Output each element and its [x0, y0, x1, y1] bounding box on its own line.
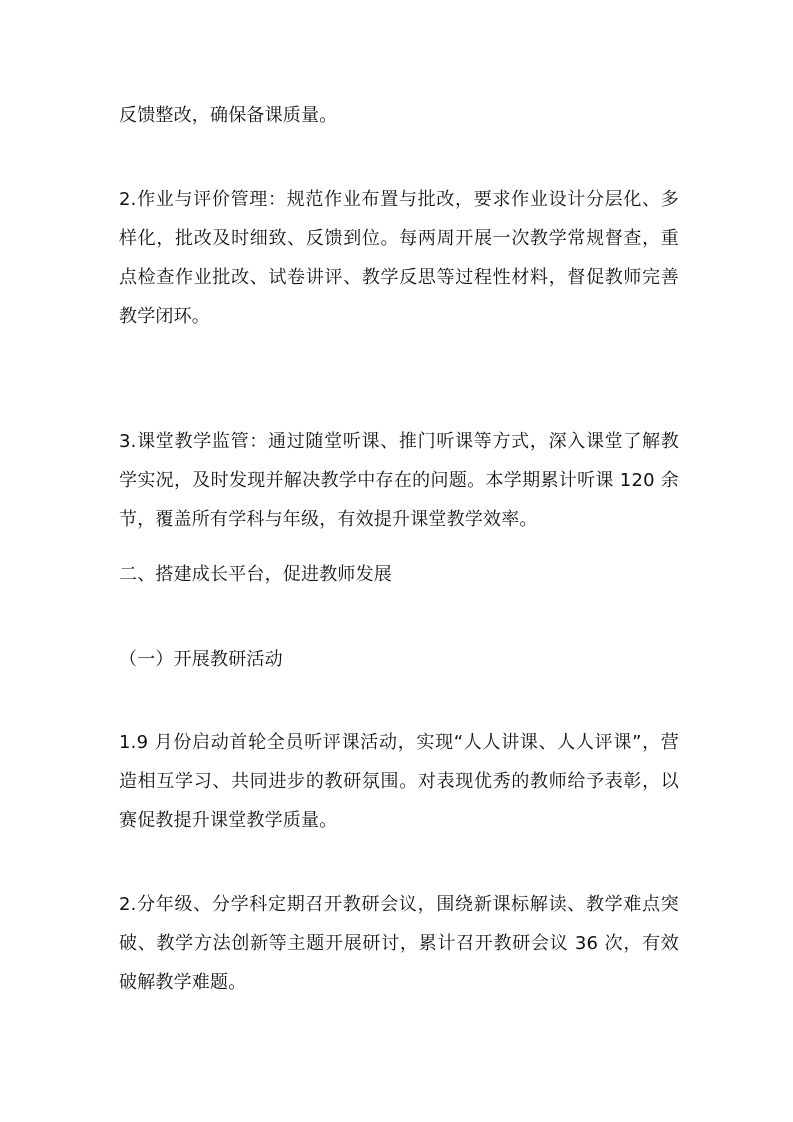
text-line: 3.课堂教学监管：通过随堂听课、推门听课等方式，深入课堂了解教: [119, 431, 679, 452]
paragraph-classroom-supervision: [119, 422, 679, 539]
text-line: 破解教学难题。: [119, 972, 247, 993]
paragraph-lesson-evaluation: [119, 723, 679, 840]
text-line: 节，覆盖所有学科与年级，有效提升课堂教学效率。: [119, 509, 538, 530]
text-line: 教学闭环。: [119, 306, 210, 327]
text-line: 1.9 月份启动首轮全员听评课活动，实现“人人讲课、人人评课”，营: [119, 732, 679, 753]
text-line: 造相互学习、共同进步的教研氛围。对表现优秀的教师给予表彰，以: [119, 771, 679, 792]
text-line: 2.作业与评价管理：规范作业布置与批改，要求作业设计分层化、多: [119, 189, 679, 210]
text-line: 样化，批改及时细致、反馈到位。每两周开展一次教学常规督查，重: [119, 228, 679, 249]
text-line: 2.分年级、分学科定期召开教研会议，围绕新课标解读、教学难点突: [119, 894, 679, 915]
paragraph-preparation-feedback: [119, 96, 679, 135]
text-line: 点检查作业批改、试卷讲评、教学反思等过程性材料，督促教师完善: [119, 267, 679, 288]
text-line: 破、教学方法创新等主题开展研讨，累计召开教研会议 36 次，有效: [119, 933, 679, 954]
text-line: 赛促教提升课堂教学质量。: [119, 810, 338, 831]
paragraph-homework-evaluation: [119, 180, 679, 336]
section-heading-teacher-development: [119, 555, 679, 594]
text-line: 二、搭建成长平台，促进教师发展: [119, 564, 392, 585]
text-line: （一）开展教研活动: [119, 649, 283, 670]
text-line: 反馈整改，确保备课质量。: [119, 105, 338, 126]
subsection-heading-research-activities: [119, 640, 679, 679]
paragraph-research-meetings: [119, 885, 679, 1002]
text-line: 学实况，及时发现并解决教学中存在的问题。本学期累计听课 120 余: [119, 470, 679, 491]
